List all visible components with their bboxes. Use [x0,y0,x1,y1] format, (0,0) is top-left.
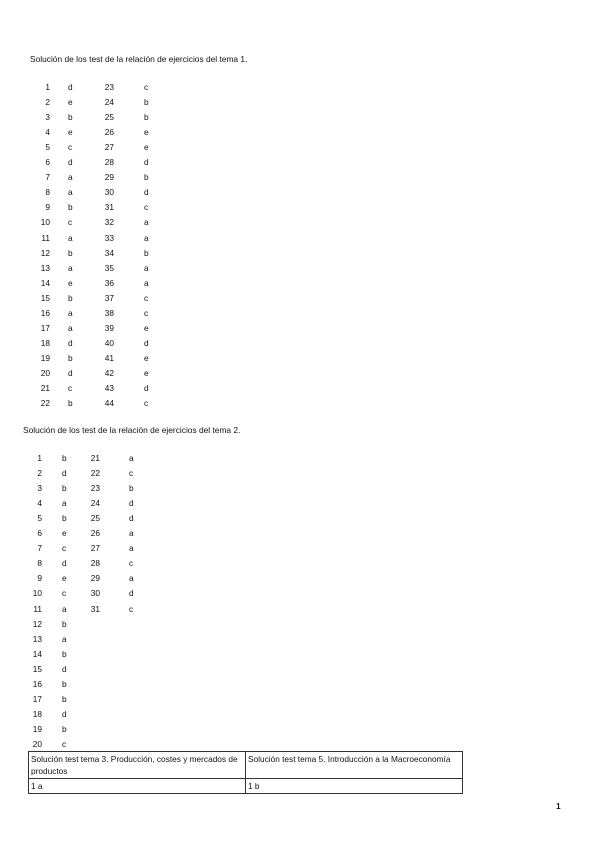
question-number: 29 [104,172,114,183]
question-number: 35 [104,262,114,273]
answer-letter: c [129,558,134,569]
question-number: 29 [90,573,100,584]
answer-letter: d [144,157,149,168]
answer-letter: d [129,498,134,509]
answer-letter: c [129,603,134,614]
question-number: 36 [104,277,114,288]
table-row [29,779,463,794]
question-number: 11 [33,603,42,614]
question-number: 24 [104,97,114,108]
question-number: 30 [104,187,114,198]
answer-letter: e [144,127,149,138]
question-number: 37 [104,292,114,303]
question-number: 4 [37,498,42,509]
answer-letter: b [62,693,67,704]
answer-letter: e [62,573,67,584]
question-number: 5 [45,142,50,153]
answer-letter: b [68,112,73,123]
question-number: 8 [37,558,42,569]
question-number: 20 [40,367,50,378]
question-number: 21 [40,383,50,393]
question-number: 12 [32,618,42,629]
answer-letter: d [144,187,149,198]
answer-letter: c [62,588,67,599]
answer-letter: e [68,277,73,288]
question-number: 23 [90,483,100,494]
answer-letter: c [144,292,149,303]
question-number: 34 [104,247,114,258]
answer-letter: c [62,543,67,554]
answer-letter: a [144,217,149,228]
question-number: 20 [32,738,42,749]
answer-letter: d [62,663,67,674]
question-number: 9 [45,202,50,213]
question-number: 38 [104,307,114,318]
answer-letter: e [68,97,73,108]
question-number: 13 [32,633,42,644]
answer-letter: e [144,322,149,333]
question-number: 23 [104,82,114,92]
question-number: 17 [40,322,50,333]
answer-letter: e [144,352,149,363]
answer-letter: a [129,453,134,463]
question-number: 3 [45,112,50,123]
question-number: 28 [90,558,100,569]
topic3-answer-cell: 1 a [29,779,246,794]
question-number: 1 [45,82,50,92]
answer-letter: a [129,528,134,539]
section1-heading: Solución de los test de la relación de ejercicios del tema 1. [30,54,248,64]
answer-letter: a [129,573,134,584]
question-number: 16 [40,307,50,318]
answer-letter: a [144,262,149,273]
question-number: 9 [37,573,42,584]
answer-letter: c [68,142,73,153]
question-number: 4 [45,127,50,138]
question-number: 40 [104,337,114,348]
answer-letter: d [68,337,73,348]
topic5-header-cell: Solución test tema 5. Introducción a la Macroeconomía [246,752,463,779]
question-number: 19 [40,352,50,363]
answer-letter: a [68,262,73,273]
answer-letter: b [129,483,134,494]
answer-letter: a [68,187,73,198]
answer-letter: b [62,648,67,659]
answer-letter: b [144,97,149,108]
question-number: 31 [104,202,114,213]
answer-letter: d [129,513,134,524]
question-number: 43 [104,383,114,393]
answer-letter: b [68,292,73,303]
question-number: 28 [104,157,114,168]
question-number: 6 [37,528,42,539]
answer-letter: b [144,247,149,258]
answer-letter: c [68,383,73,393]
answer-letter: a [144,232,149,243]
question-number: 10 [32,588,42,599]
question-number: 12 [40,247,50,258]
answer-letter: e [144,142,149,153]
question-number: 25 [104,112,114,123]
answer-letter: e [68,127,73,138]
answer-letter: d [62,468,67,479]
answer-letter: b [62,453,67,463]
answer-letter: d [129,588,134,599]
question-number: 26 [90,528,100,539]
question-number: 21 [90,453,100,463]
answer-letter: b [144,112,149,123]
question-number: 10 [40,217,50,228]
question-number: 24 [90,498,100,509]
topics-3-5-table [28,751,463,794]
answer-letter: c [68,217,73,228]
answer-letter: c [144,398,149,409]
answer-letter: a [62,633,67,644]
answer-letter: b [144,172,149,183]
question-number: 7 [45,172,50,183]
answer-letter: a [129,543,134,554]
question-number: 30 [90,588,100,599]
answer-letter: a [68,232,73,243]
answer-letter: a [68,172,73,183]
question-number: 3 [37,483,42,494]
answer-letter: a [144,277,149,288]
question-number: 5 [37,513,42,524]
answer-letter: e [62,528,67,539]
answer-letter: b [68,352,73,363]
question-number: 41 [104,352,114,363]
answer-letter: d [68,82,73,92]
topic3-header-cell: Solución test tema 3. Producción, costes y mercados de productos [29,752,246,779]
question-number: 15 [40,292,50,303]
answer-letter: c [144,202,149,213]
answer-letter: d [62,708,67,719]
answer-letter: a [62,603,67,614]
question-number: 27 [90,543,100,554]
question-number: 13 [40,262,50,273]
question-number: 15 [32,663,42,674]
question-number: 17 [32,693,42,704]
answer-letter: c [62,738,67,749]
question-number: 26 [104,127,114,138]
question-number: 18 [40,337,50,348]
answer-letter: b [62,723,67,734]
question-number: 27 [104,142,114,153]
question-number: 11 [41,232,50,243]
table-header-row [29,752,463,779]
question-number: 7 [37,543,42,554]
question-number: 18 [32,708,42,719]
answer-letter: a [68,322,73,333]
answer-letter: d [144,337,149,348]
answer-letter: c [129,468,134,479]
answer-letter: c [144,307,149,318]
section2-heading: Solución de los test de la relación de ejercicios del tema 2. [23,425,241,435]
question-number: 31 [90,603,100,614]
answer-letter: d [68,367,73,378]
question-number: 2 [45,97,50,108]
question-number: 22 [90,468,100,479]
question-number: 14 [32,648,42,659]
answer-letter: d [62,558,67,569]
answer-letter: b [68,247,73,258]
answer-letter: b [62,618,67,629]
question-number: 19 [32,723,42,734]
answer-letter: d [144,383,149,393]
answer-letter: d [68,157,73,168]
answer-letter: e [144,367,149,378]
topic5-answer-cell: 1 b [246,779,463,794]
question-number: 14 [40,277,50,288]
answer-letter: a [62,498,67,509]
question-number: 39 [104,322,114,333]
page-number: 1 [556,801,561,811]
question-number: 22 [40,398,50,409]
answer-letter: a [68,307,73,318]
question-number: 8 [45,187,50,198]
answer-letter: b [62,678,67,689]
answer-letter: b [68,202,73,213]
question-number: 44 [104,398,114,409]
question-number: 33 [104,232,114,243]
question-number: 6 [45,157,50,168]
answer-letter: c [144,82,149,92]
question-number: 42 [104,367,114,378]
answer-letter: b [62,513,67,524]
question-number: 32 [104,217,114,228]
question-number: 25 [90,513,100,524]
answer-letter: b [62,483,67,494]
answer-letter: b [68,398,73,409]
question-number: 1 [37,453,42,463]
question-number: 16 [32,678,42,689]
question-number: 2 [37,468,42,479]
